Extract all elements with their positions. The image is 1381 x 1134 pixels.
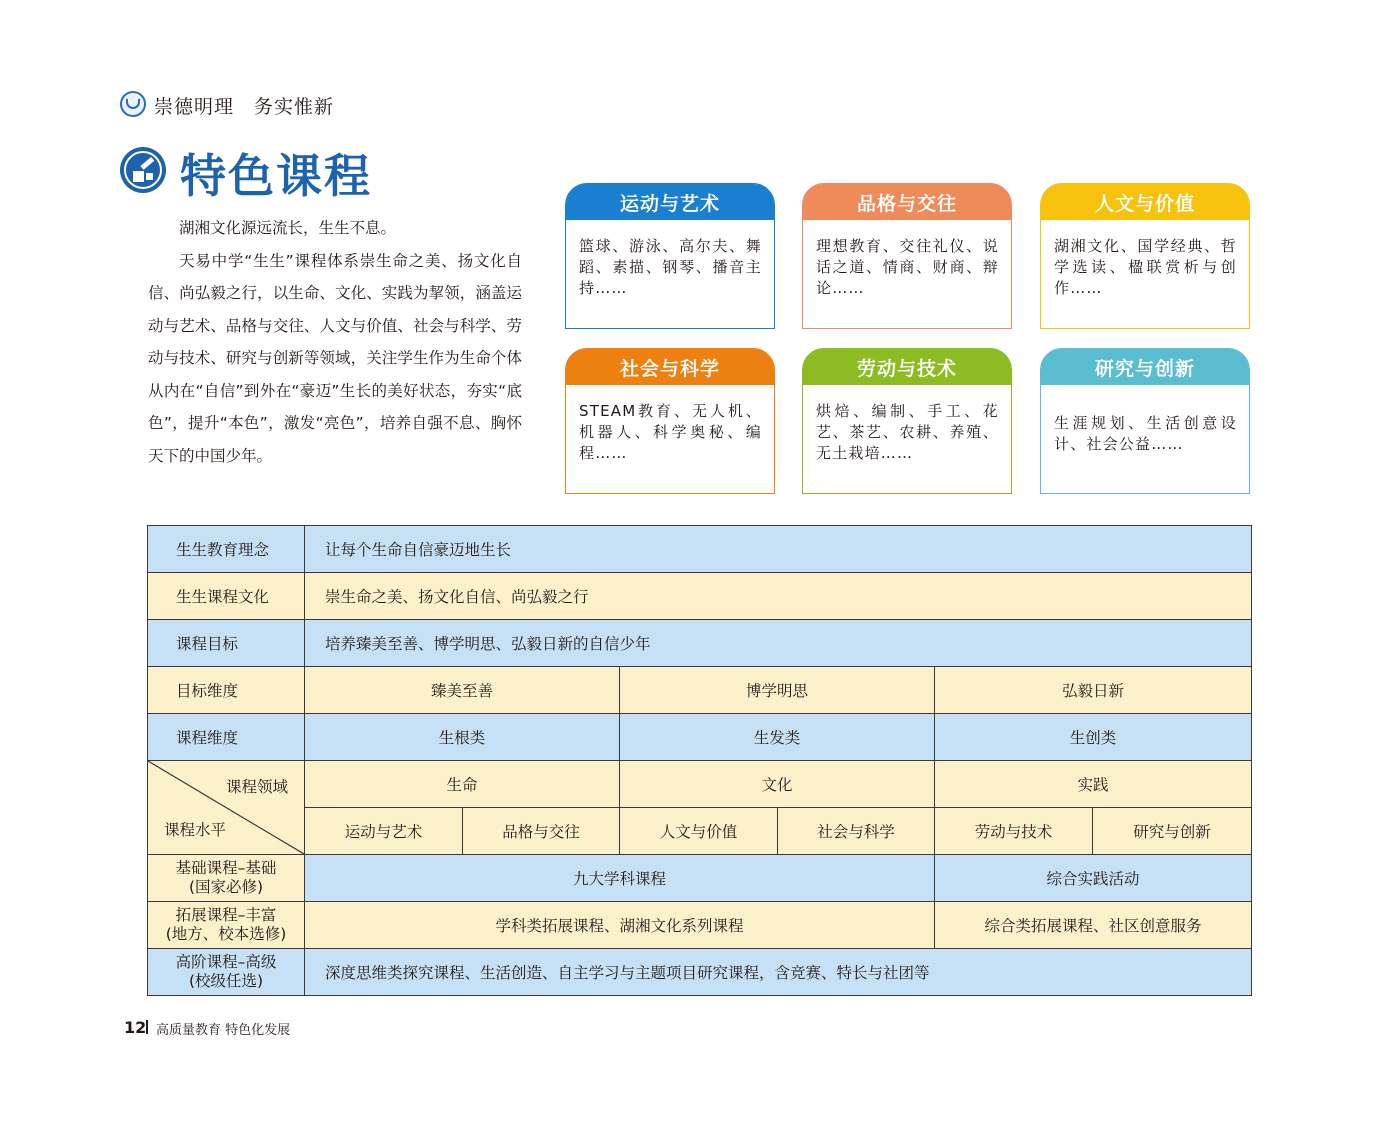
page-title: 特色课程 — [180, 149, 372, 203]
intro-paragraph-1: 湖湘文化源远流长，生生不息。 — [179, 219, 397, 237]
row-label: 目标维度 — [148, 667, 305, 714]
row-cell: 学科类拓展课程、湖湘文化系列课程 — [305, 902, 935, 949]
card-title: 品格与交往 — [803, 184, 1011, 220]
card-humanities — [1040, 183, 1250, 329]
row-label: 生生教育理念 — [148, 526, 305, 573]
diagonal-bottom-label: 课程水平 — [164, 821, 227, 839]
diagonal-top-label: 课程领域 — [225, 778, 288, 796]
row-label-line1: 高阶课程–高级 — [175, 953, 277, 971]
card-body: 湖湘文化、国学经典、哲学选读、楹联赏析与创作…… — [1054, 237, 1237, 297]
row-cell: 深度思维类探究课程、生活创造、自主学习与主题项目研究课程，含竞赛、特长与社团等 — [305, 949, 1252, 996]
row-label-line2: (校级任选) — [188, 972, 264, 990]
card-society-science — [565, 348, 775, 494]
row-cell: 生根类 — [305, 714, 620, 761]
row-cell: 弘毅日新 — [935, 667, 1252, 714]
row-value: 让每个生命自信豪迈地生长 — [305, 526, 1252, 573]
card-sports-arts — [565, 183, 775, 329]
card-title: 社会与科学 — [566, 349, 774, 385]
row-cell: 劳动与技术 — [935, 808, 1093, 855]
row-cell: 博学明思 — [620, 667, 935, 714]
row-cell: 人文与价值 — [620, 808, 778, 855]
card-title: 劳动与技术 — [803, 349, 1011, 385]
table-row — [148, 526, 1252, 573]
card-body: 理想教育、交往礼仪、说话之道、情商、财商、辩论…… — [816, 237, 999, 297]
row-label-line1: 基础课程–基础 — [175, 859, 277, 877]
row-cell: 生命 — [305, 761, 620, 808]
row-cell: 九大学科课程 — [305, 855, 935, 902]
table-row — [148, 573, 1252, 620]
page-number: 12 — [124, 1018, 147, 1037]
row-label — [148, 949, 305, 996]
card-body: 烘焙、编制、手工、花艺、茶艺、农耕、养殖、无土栽培…… — [816, 402, 999, 462]
row-cell: 生发类 — [620, 714, 935, 761]
row-label-line2: (地方、校本选修) — [165, 925, 287, 943]
row-label-line2: (国家必修) — [188, 878, 264, 896]
table-row — [148, 620, 1252, 667]
row-value: 崇生命之美、扬文化自信、尚弘毅之行 — [305, 573, 1252, 620]
intro-paragraph-2: 天易中学“生生”课程体系崇生命之美、扬文化自信、尚弘毅之行，以生命、文化、实践为挈领，涵盖运动与艺术、品格与交往、人文与价值、社会与科学、劳动与技术、研究与创新等领域，关注学生作为生命个体从内在“自信”到外在“豪迈”生长的美好状态，夯实“底色”，提升“本色”，激发“亮色”，培养自强不息、胸怀天下的中国少年。 — [148, 251, 522, 465]
school-motto: 崇德明理 务实惟新 — [154, 96, 335, 118]
card-title: 研究与创新 — [1041, 349, 1249, 385]
row-label — [148, 855, 305, 902]
diagonal-header-cell — [148, 761, 305, 855]
row-label: 课程维度 — [148, 714, 305, 761]
row-cell: 社会与科学 — [778, 808, 935, 855]
card-labor-tech — [802, 348, 1012, 494]
table-row — [148, 714, 1252, 761]
card-body: 篮球、游泳、高尔夫、舞蹈、素描、钢琴、播音主持…… — [579, 237, 762, 297]
row-cell: 运动与艺术 — [305, 808, 463, 855]
table-row — [148, 808, 1252, 855]
row-cell: 品格与交往 — [463, 808, 620, 855]
row-label: 课程目标 — [148, 620, 305, 667]
card-title: 运动与艺术 — [566, 184, 774, 220]
school-logo-icon — [120, 91, 146, 117]
curriculum-table — [147, 525, 1252, 996]
intro-text — [148, 212, 522, 472]
card-research — [1040, 348, 1250, 494]
row-label-line1: 拓展课程–丰富 — [175, 906, 277, 924]
card-body: STEAM教育、无人机、机器人、科学奥秘、编程…… — [579, 402, 762, 462]
course-icon — [120, 147, 166, 193]
row-cell: 实践 — [935, 761, 1252, 808]
row-cell: 文化 — [620, 761, 935, 808]
row-cell: 综合类拓展课程、社区创意服务 — [935, 902, 1252, 949]
card-character — [802, 183, 1012, 329]
table-row — [148, 761, 1252, 808]
card-title: 人文与价值 — [1041, 184, 1249, 220]
row-cell: 综合实践活动 — [935, 855, 1252, 902]
row-label: 生生课程文化 — [148, 573, 305, 620]
row-cell: 臻美至善 — [305, 667, 620, 714]
table-row — [148, 902, 1252, 949]
row-value: 培养臻美至善、博学明思、弘毅日新的自信少年 — [305, 620, 1252, 667]
row-cell: 生创类 — [935, 714, 1252, 761]
card-body: 生涯规划、生活创意设计、社会公益…… — [1054, 414, 1237, 453]
row-cell: 研究与创新 — [1093, 808, 1252, 855]
table-row — [148, 855, 1252, 902]
table-row — [148, 949, 1252, 996]
footer-divider — [146, 1020, 148, 1034]
footer-text: 高质量教育 特色化发展 — [156, 1023, 291, 1038]
table-row — [148, 667, 1252, 714]
row-label — [148, 902, 305, 949]
